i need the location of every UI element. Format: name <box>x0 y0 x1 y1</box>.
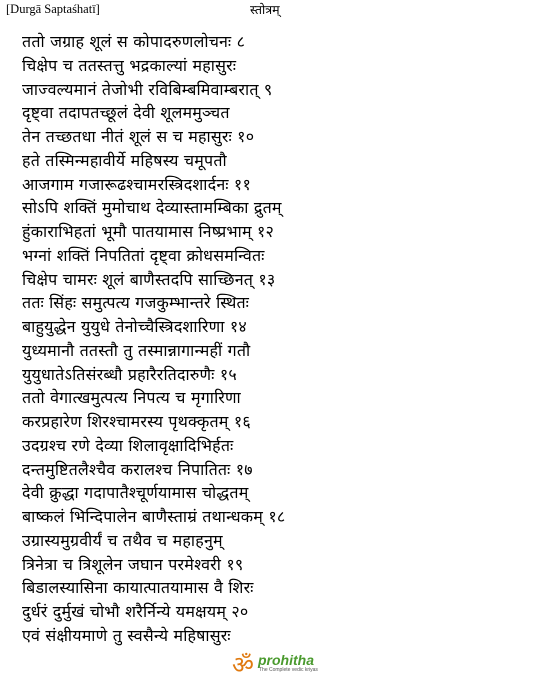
verse-line: भग्नां शक्तिं निपतितां दृष्ट्वा क्रोधसमन्वितः <box>22 245 265 265</box>
verse-list <box>22 30 542 648</box>
verse-line: उग्रास्यमुग्रवीर्यं च तथैव च महाहनुम् <box>22 530 223 550</box>
verse-line: जाज्वल्यमानं तेजोभी रविबिम्बमिवाम्बरात् ९ <box>22 79 273 99</box>
verse-line: उदग्रश्च रणे देव्या शिलावृक्षादिभिर्हतः <box>22 435 234 455</box>
verse-line: ततो वेगात्खमुत्पत्य निपत्य च मृगारिणा <box>22 388 241 408</box>
brand-name: prohitha <box>258 652 314 668</box>
verse-line: आजगाम गजारूढश्चामरस्त्रिदशार्दनः ११ <box>22 174 251 194</box>
verse-line: हुंकाराभिहतां भूमौ पातयामास निष्प्रभाम् १२ <box>22 222 275 241</box>
verse-line: दन्तमुष्टितलैश्चैव करालश्च निपातितः १७ <box>22 459 253 479</box>
verse-line: दुर्धरं दुर्मुखं चोभौ शरैर्निन्ये यमक्षयम् २० <box>22 602 249 621</box>
section-title-header: स्तोत्रम् <box>250 2 280 17</box>
verse-line: युध्यमानौ ततस्तौ तु तस्मान्नागान्महीं गतौ <box>22 340 251 360</box>
verse-line: बाष्कलं भिन्दिपालेन बाणैस्ताम्रं तथान्धकम् १८ <box>22 507 286 526</box>
verse-line: एवं संक्षीयमाणे तु स्वसैन्ये महिषासुरः <box>22 625 231 645</box>
verse-line: हते तस्मिन्महावीर्ये महिषस्य चमूपतौ <box>22 150 227 170</box>
om-icon: ॐ <box>232 651 254 679</box>
verse-line: चिक्षेप च ततस्तत्तु भद्रकाल्यां महासुरः <box>22 55 237 75</box>
brand-tagline: The Complete vedic kriyas <box>259 667 318 673</box>
verse-line: बाहुयुद्धेन युयुधे तेनोच्चैस्त्रिदशारिणा १४ <box>22 317 247 336</box>
verse-line: सोऽपि शक्तिं मुमोचाथ देव्यास्तामम्बिका द्रुतम् <box>22 198 282 218</box>
book-title-header: [Durgā Saptaśhatī] <box>6 2 100 16</box>
verse-line: त्रिनेत्रा च त्रिशूलेन जघान परमेश्वरी १९ <box>22 554 244 574</box>
verse-line: ततो जग्राह शूलं स कोपादरुणलोचनः ८ <box>22 32 246 51</box>
verse-line: बिडालस्यासिना कायात्पातयामास वै शिरः <box>22 578 254 598</box>
verse-line: दृष्ट्वा तदापतच्छूलं देवी शूलममुञ्चत <box>22 103 230 123</box>
verse-line: चिक्षेप चामरः शूलं बाणैस्तदपि साच्छिनत् १३ <box>22 269 276 289</box>
verse-line: ततः सिंहः समुत्पत्य गजकुम्भान्तरे स्थितः <box>22 293 250 313</box>
verse-line: देवी क्रुद्धा गदापातैश्चूर्णयामास चोद्धतम् <box>22 483 249 503</box>
verse-line: करप्रहारेण शिरश्चामरस्य पृथक्कृतम् १६ <box>22 412 251 431</box>
verse-line: युयुधातेऽतिसंरब्धौ प्रहारैरतिदारुणैः १५ <box>22 364 237 384</box>
verse-line: तेन तच्छतधा नीतं शूलं स च महासुरः १० <box>22 127 255 146</box>
publisher-logo <box>232 652 342 678</box>
